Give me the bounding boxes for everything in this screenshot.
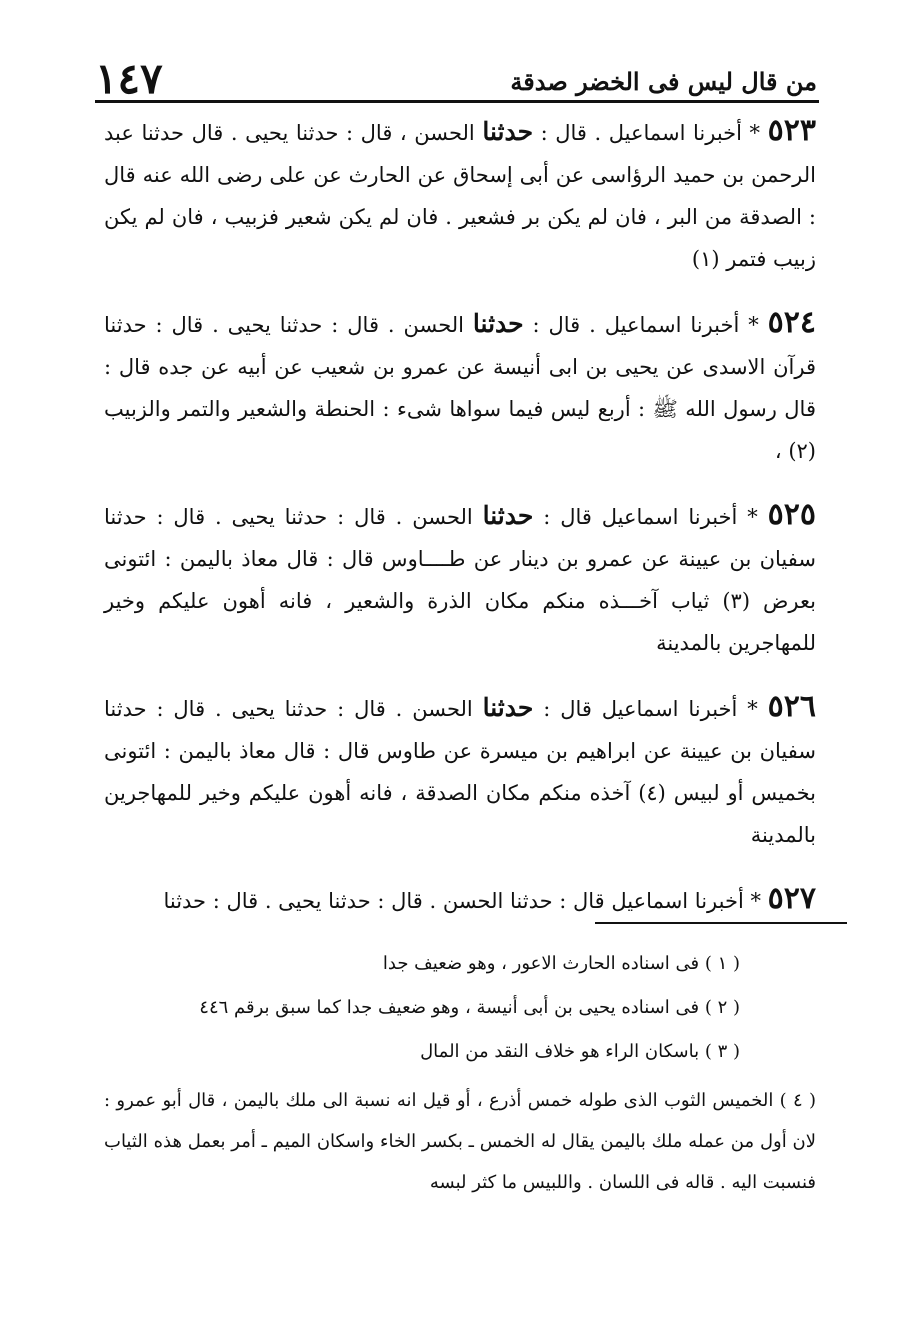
haddathana-word: حدثنا	[482, 501, 534, 530]
haddathana-word: حدثنا	[482, 117, 534, 146]
entry-number: ٥٢٧	[767, 881, 816, 916]
entry-number: ٥٢٥	[767, 497, 816, 532]
entry-number: ٥٢٤	[767, 305, 817, 340]
hadith-entry	[104, 686, 816, 856]
footnote-rule	[595, 922, 847, 924]
entry-text: * أخبرنا اسماعيل . قال :	[532, 313, 759, 337]
entry-number: ٥٢٣	[767, 113, 816, 148]
haddathana-word: حدثنا	[482, 693, 534, 722]
entry-text: الحسن . قال : حدثنا يحيى . قال : حدثنا قرآن الاسدى عن يحيى بن ابى أنيسة عن عمرو بن شعيب عن أبيه عن جده قال : قال رسول الله ﷺ : أربع ليس فيما سواها شىء : الحنطة والشعير والتمر والزبيب (٢) ،	[104, 313, 816, 463]
entry-text: * أخبرنا اسماعيل . قال :	[540, 121, 761, 145]
running-title: من قال ليس فى الخضر صدقة	[510, 67, 817, 96]
entry-text: * أخبرنا اسماعيل قال :	[543, 505, 758, 529]
hadith-entry	[104, 878, 816, 922]
header-rule	[95, 100, 819, 103]
entry-text: الحسن ، قال : حدثنا يحيى . قال حدثنا عبد الرحمن بن حميد الرؤاسى عن أبى إسحاق عن الحارث عن على رضى الله عنه قال : الصدقة من البر ، فان لم يكن بر فشعير . فان لم يكن شعير فزبيب ، فان لم يكن زبيب فتمر (١)	[104, 121, 816, 271]
footnote: ( ٢ ) فى اسناده يحيى بن أبى أنيسة ، وهو ضعيف جدا كما سبق برقم ٤٤٦	[199, 997, 740, 1018]
hadith-entry	[104, 302, 816, 472]
entry-text: * أخبرنا اسماعيل قال : حدثنا الحسن . قال : حدثنا يحيى . قال : حدثنا	[163, 889, 761, 913]
entry-number: ٥٢٦	[767, 689, 816, 724]
footnote: ( ٣ ) باسكان الراء هو خلاف النقد من المال	[420, 1041, 740, 1062]
footnote: ( ٤ ) الخميس الثوب الذى طوله خمس أذرع ، أو قيل انه نسبة الى ملك باليمن ، قال أبو عمرو : لان أول من عمله ملك باليمن يقال له الخمس ـ بكسر الخاء واسكان الميم ـ أمر بعمل هذه الثياب فنسبت اليه . قاله فى اللسان . واللبيس ما كثر لبسه	[104, 1090, 816, 1193]
footnote: ( ١ ) فى اسناده الحارث الاعور ، وهو ضعيف جدا	[382, 953, 740, 974]
page-number: ١٤٧	[95, 54, 163, 103]
entry-text: الحسن . قال : حدثنا يحيى . قال : حدثنا سفيان بن عيينة عن ابراهيم بن ميسرة عن طاوس قال : قال معاذ باليمن : ائتونى بخميس أو لبيس (٤) آخذه منكم مكان الصدقة ، فانه أهون عليكم وخير للمهاجرين بالمدينة	[104, 697, 816, 847]
haddathana-word: حدثنا	[472, 309, 524, 338]
footnotes	[104, 944, 816, 1207]
body-text	[104, 110, 816, 944]
page-header	[95, 48, 817, 103]
entry-text: الحسن . قال : حدثنا يحيى . قال : حدثنا سفيان بن عيينة عن عمرو بن دينار عن طــــاوس قال : قال معاذ باليمن : ائتونى بعرض (٣) ثياب آخـــذه منكم مكان الذرة والشعير ، فانه أهون عليكم وخير للمهاجرين بالمدينة	[104, 505, 816, 655]
hadith-entry	[104, 110, 816, 280]
entry-text: * أخبرنا اسماعيل قال :	[543, 697, 758, 721]
hadith-entry	[104, 494, 816, 664]
